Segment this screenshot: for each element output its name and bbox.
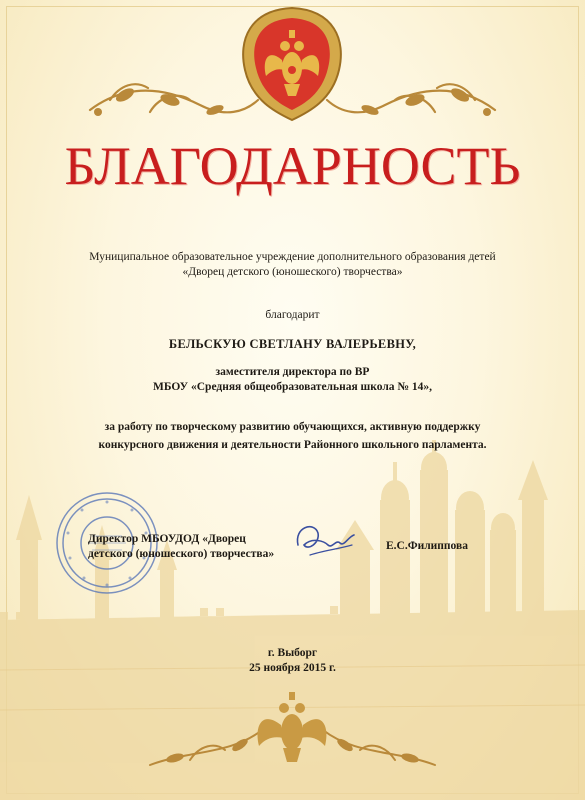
organization-line-1: Муниципальное образовательное учреждение дополнительного образования детей — [89, 251, 496, 263]
top-ornament — [0, 0, 585, 140]
signatory-title — [88, 532, 288, 562]
thanks-word: благодарит — [265, 309, 320, 321]
signatory-name: Е.С.Филиппова — [386, 540, 468, 552]
issue-date: 25 ноября 2015 г. — [249, 662, 336, 674]
russian-coat-of-arms-icon — [243, 8, 341, 120]
certificate-title: БЛАГОДАРНОСТЬ — [64, 136, 521, 196]
recipient-position-line-1: заместителя директора по ВР — [215, 366, 370, 378]
signatory-title-line-2: детского (юношеского) творчества» — [88, 548, 275, 560]
signatory-title-line-1: Директор МБОУДОД «Дворец — [88, 533, 246, 545]
bottom-ornament — [0, 670, 585, 800]
recipient-position-line-2: МБОУ «Средняя общеобразовательная школа № 14», — [153, 381, 432, 393]
reason-line-1: за работу по творческому развитию обучающихся, активную поддержку — [104, 421, 481, 433]
double-headed-eagle-icon — [258, 692, 327, 762]
reason-line-2: конкурсного движения и деятельности Районного школьного парламента. — [98, 439, 487, 451]
city: г. Выборг — [267, 647, 318, 659]
handwritten-signature — [290, 515, 360, 565]
recipient-name: БЕЛЬСКУЮ СВЕТЛАНУ ВАЛЕРЬЕВНУ, — [168, 337, 417, 351]
organization-line-2: «Дворец детского (юношеского) творчества» — [182, 266, 403, 278]
